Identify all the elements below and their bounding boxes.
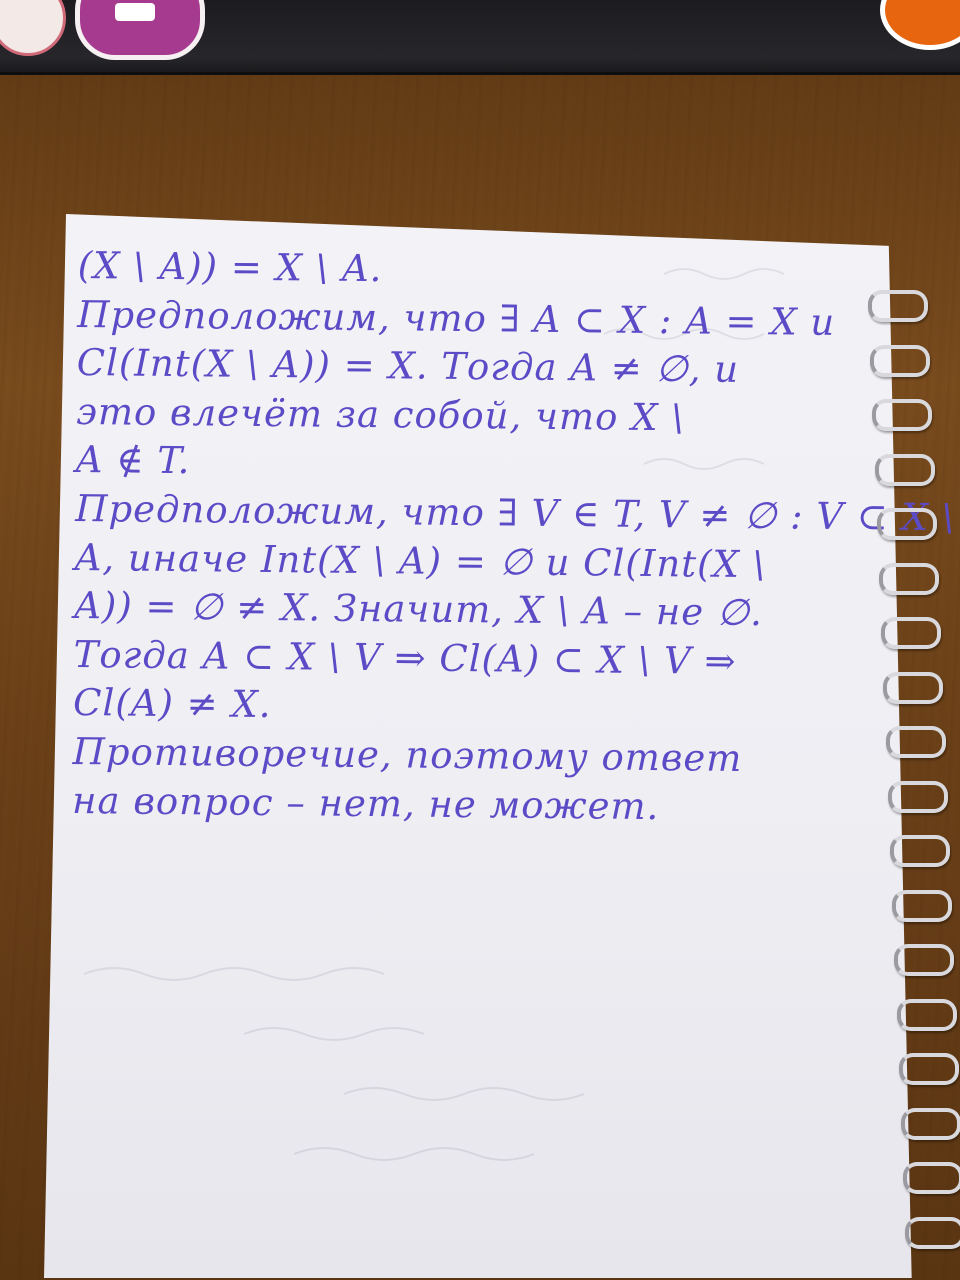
handwritten-proof (71, 242, 956, 833)
spiral-ring (894, 944, 954, 976)
handwritten-line: A ∉ T. (75, 438, 191, 483)
handwritten-line: на вопрос – нет, не может. (71, 778, 660, 828)
spiral-ring (897, 999, 957, 1031)
spiral-ring (879, 563, 939, 595)
handwritten-line: Предположим, что ∃ A ⊂ X : A = X и (77, 292, 836, 344)
spiral-ring (872, 399, 932, 431)
spiral-ring (890, 835, 950, 867)
spiral-ring (875, 454, 935, 486)
handwritten-line: (X \ A)) = X \ A. (77, 243, 383, 291)
spiral-ring (888, 781, 948, 813)
spiral-ring (892, 890, 952, 922)
sticker-left (0, 0, 66, 56)
handwritten-line: A, иначе Int(X \ A) = ∅ и Cl(Int(X \ (74, 535, 767, 586)
handwritten-line: Тогда A ⊂ X \ V ⇒ Cl(A) ⊂ X \ V ⇒ (73, 632, 737, 683)
handwritten-line: Предположим, что ∃ V ∈ T, V ≠ ∅ : V ⊂ X \ (74, 486, 956, 540)
handwritten-line: Cl(A) ≠ X. (72, 681, 272, 727)
spiral-ring (905, 1217, 960, 1249)
spiral-binding (868, 290, 938, 1270)
sticker-purple-character (75, 0, 205, 60)
handwritten-line: это влечёт за собой, что X \ (76, 389, 685, 440)
sticker-orange (880, 0, 960, 50)
spiral-ring (886, 726, 946, 758)
spiral-ring (870, 345, 930, 377)
spiral-ring (883, 672, 943, 704)
spiral-ring (881, 617, 941, 649)
handwritten-line: Cl(Int(X \ A)) = X. Тогда A ≠ ∅, и (76, 341, 740, 392)
black-folder (0, 0, 960, 75)
spiral-ring (877, 508, 937, 540)
spiral-ring (868, 290, 928, 322)
handwritten-line: Противоречие, поэтому ответ (72, 729, 743, 780)
spiral-ring (903, 1162, 960, 1194)
spiral-ring (901, 1108, 960, 1140)
spiral-ring (899, 1053, 959, 1085)
handwritten-line: A)) = ∅ ≠ X. Значит, X \ A – не ∅. (73, 584, 764, 635)
